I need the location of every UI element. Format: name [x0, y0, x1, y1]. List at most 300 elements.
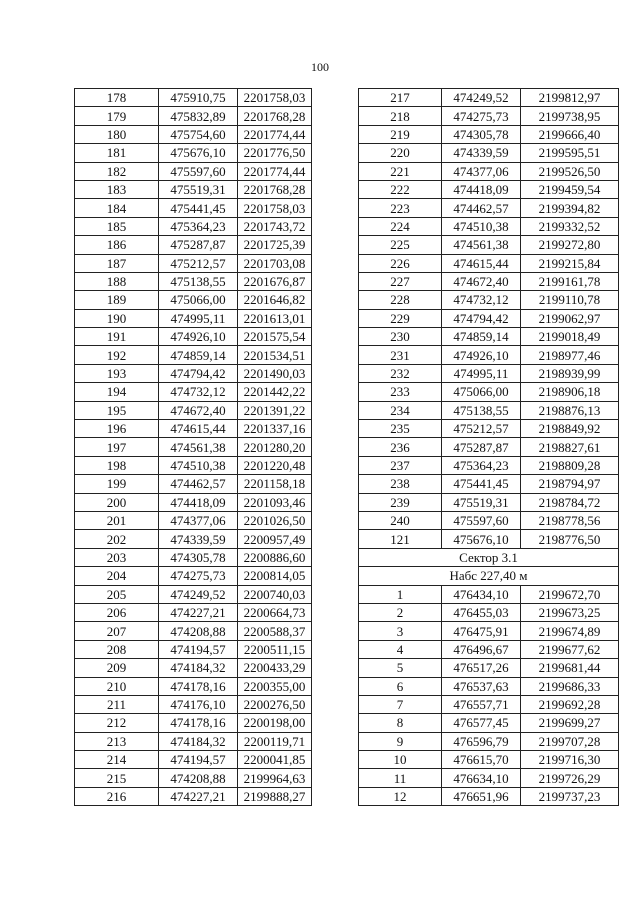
- point-number-cell: 188: [75, 272, 159, 290]
- point-number-cell: 185: [75, 217, 159, 235]
- table-row: [359, 328, 619, 346]
- point-number-cell: 11: [359, 769, 442, 787]
- x-coordinate-cell: 474227,21: [159, 787, 238, 805]
- y-coordinate-cell: 2201725,39: [238, 236, 312, 254]
- sector-subtitle-row: [359, 567, 619, 585]
- table-row: [359, 401, 619, 419]
- y-coordinate-cell: 2199666,40: [521, 125, 619, 143]
- point-number-cell: 198: [75, 456, 159, 474]
- point-number-cell: 202: [75, 530, 159, 548]
- point-number-cell: 197: [75, 438, 159, 456]
- table-row: [75, 346, 312, 364]
- x-coordinate-cell: 474732,12: [159, 383, 238, 401]
- table-row: [75, 659, 312, 677]
- y-coordinate-cell: 2200511,15: [238, 640, 312, 658]
- table-row: [359, 272, 619, 290]
- table-row: [359, 677, 619, 695]
- x-coordinate-cell: 474305,78: [159, 548, 238, 566]
- y-coordinate-cell: 2201774,44: [238, 125, 312, 143]
- y-coordinate-cell: 2201676,87: [238, 272, 312, 290]
- y-coordinate-cell: 2198977,46: [521, 346, 619, 364]
- y-coordinate-cell: 2198784,72: [521, 493, 619, 511]
- table-row: [75, 769, 312, 787]
- table-row: [359, 640, 619, 658]
- point-number-cell: 187: [75, 254, 159, 272]
- x-coordinate-cell: 475066,00: [159, 291, 238, 309]
- point-number-cell: 181: [75, 144, 159, 162]
- sector-subtitle: Набс 227,40 м: [359, 567, 619, 585]
- table-row: [75, 511, 312, 529]
- table-row: [359, 493, 619, 511]
- y-coordinate-cell: 2199595,51: [521, 144, 619, 162]
- table-row: [75, 309, 312, 327]
- x-coordinate-cell: 474561,38: [442, 236, 521, 254]
- point-number-cell: 217: [359, 89, 442, 107]
- x-coordinate-cell: 475519,31: [442, 493, 521, 511]
- y-coordinate-cell: 2199161,78: [521, 272, 619, 290]
- y-coordinate-cell: 2199812,97: [521, 89, 619, 107]
- table-row: [75, 180, 312, 198]
- point-number-cell: 214: [75, 751, 159, 769]
- y-coordinate-cell: 2199677,62: [521, 640, 619, 658]
- x-coordinate-cell: 474510,38: [442, 217, 521, 235]
- y-coordinate-cell: 2201534,51: [238, 346, 312, 364]
- table-row: [75, 695, 312, 713]
- point-number-cell: 184: [75, 199, 159, 217]
- point-number-cell: 237: [359, 456, 442, 474]
- y-coordinate-cell: 2200814,05: [238, 567, 312, 585]
- y-coordinate-cell: 2198778,56: [521, 511, 619, 529]
- point-number-cell: 238: [359, 475, 442, 493]
- x-coordinate-cell: 474995,11: [442, 364, 521, 382]
- x-coordinate-cell: 474249,52: [442, 89, 521, 107]
- table-row: [359, 125, 619, 143]
- table-row: [75, 640, 312, 658]
- y-coordinate-cell: 2199394,82: [521, 199, 619, 217]
- y-coordinate-cell: 2200588,37: [238, 622, 312, 640]
- point-number-cell: 212: [75, 714, 159, 732]
- point-number-cell: 10: [359, 751, 442, 769]
- table-row: [75, 89, 312, 107]
- y-coordinate-cell: 2201220,48: [238, 456, 312, 474]
- point-number-cell: 208: [75, 640, 159, 658]
- x-coordinate-cell: 475754,60: [159, 125, 238, 143]
- x-coordinate-cell: 474178,16: [159, 677, 238, 695]
- x-coordinate-cell: 475676,10: [442, 530, 521, 548]
- point-number-cell: 121: [359, 530, 442, 548]
- point-number-cell: 7: [359, 695, 442, 713]
- x-coordinate-cell: 476475,91: [442, 622, 521, 640]
- table-row: [75, 787, 312, 805]
- table-row: [359, 420, 619, 438]
- point-number-cell: 8: [359, 714, 442, 732]
- table-row: [359, 309, 619, 327]
- point-number-cell: 219: [359, 125, 442, 143]
- y-coordinate-cell: 2199888,27: [238, 787, 312, 805]
- point-number-cell: 194: [75, 383, 159, 401]
- x-coordinate-cell: 475519,31: [159, 180, 238, 198]
- x-coordinate-cell: 475212,57: [442, 420, 521, 438]
- y-coordinate-cell: 2200433,29: [238, 659, 312, 677]
- x-coordinate-cell: 474418,09: [159, 493, 238, 511]
- x-coordinate-cell: 474926,10: [442, 346, 521, 364]
- point-number-cell: 220: [359, 144, 442, 162]
- point-number-cell: 231: [359, 346, 442, 364]
- x-coordinate-cell: 474462,57: [442, 199, 521, 217]
- y-coordinate-cell: 2200119,71: [238, 732, 312, 750]
- y-coordinate-cell: 2201646,82: [238, 291, 312, 309]
- table-row: [359, 438, 619, 456]
- point-number-cell: 215: [75, 769, 159, 787]
- point-number-cell: 232: [359, 364, 442, 382]
- x-coordinate-cell: 474208,88: [159, 769, 238, 787]
- y-coordinate-cell: 2201743,72: [238, 217, 312, 235]
- point-number-cell: 211: [75, 695, 159, 713]
- table-row: [75, 420, 312, 438]
- x-coordinate-cell: 475832,89: [159, 107, 238, 125]
- x-coordinate-cell: 475364,23: [442, 456, 521, 474]
- table-row: [75, 217, 312, 235]
- y-coordinate-cell: 2199686,33: [521, 677, 619, 695]
- y-coordinate-cell: 2198876,13: [521, 401, 619, 419]
- table-row: [359, 144, 619, 162]
- point-number-cell: 6: [359, 677, 442, 695]
- table-row: [359, 475, 619, 493]
- y-coordinate-cell: 2199716,30: [521, 751, 619, 769]
- y-coordinate-cell: 2199018,49: [521, 328, 619, 346]
- x-coordinate-cell: 474794,42: [442, 309, 521, 327]
- x-coordinate-cell: 474561,38: [159, 438, 238, 456]
- point-number-cell: 236: [359, 438, 442, 456]
- x-coordinate-cell: 476577,45: [442, 714, 521, 732]
- x-coordinate-cell: 474305,78: [442, 125, 521, 143]
- x-coordinate-cell: 474859,14: [442, 328, 521, 346]
- table-row: [75, 272, 312, 290]
- point-number-cell: 5: [359, 659, 442, 677]
- y-coordinate-cell: 2198939,99: [521, 364, 619, 382]
- y-coordinate-cell: 2200198,00: [238, 714, 312, 732]
- x-coordinate-cell: 474178,16: [159, 714, 238, 732]
- x-coordinate-cell: 474176,10: [159, 695, 238, 713]
- x-coordinate-cell: 474339,59: [442, 144, 521, 162]
- point-number-cell: 4: [359, 640, 442, 658]
- y-coordinate-cell: 2199707,28: [521, 732, 619, 750]
- point-number-cell: 1: [359, 585, 442, 603]
- y-coordinate-cell: 2201613,01: [238, 309, 312, 327]
- table-row: [75, 328, 312, 346]
- table-row: [359, 162, 619, 180]
- y-coordinate-cell: 2199737,23: [521, 787, 619, 805]
- point-number-cell: 200: [75, 493, 159, 511]
- x-coordinate-cell: 475597,60: [442, 511, 521, 529]
- x-coordinate-cell: 474615,44: [159, 420, 238, 438]
- y-coordinate-cell: 2198906,18: [521, 383, 619, 401]
- table-row: [359, 769, 619, 787]
- x-coordinate-cell: 474227,21: [159, 603, 238, 621]
- point-number-cell: 205: [75, 585, 159, 603]
- table-row: [75, 493, 312, 511]
- x-coordinate-cell: 474275,73: [442, 107, 521, 125]
- y-coordinate-cell: 2201337,16: [238, 420, 312, 438]
- y-coordinate-cell: 2200664,73: [238, 603, 312, 621]
- point-number-cell: 239: [359, 493, 442, 511]
- x-coordinate-cell: 476634,10: [442, 769, 521, 787]
- x-coordinate-cell: 475910,75: [159, 89, 238, 107]
- point-number-cell: 229: [359, 309, 442, 327]
- table-row: [359, 659, 619, 677]
- x-coordinate-cell: 474377,06: [159, 511, 238, 529]
- x-coordinate-cell: 474732,12: [442, 291, 521, 309]
- x-coordinate-cell: 476537,63: [442, 677, 521, 695]
- table-row: [359, 254, 619, 272]
- table-row: [75, 585, 312, 603]
- y-coordinate-cell: 2201490,03: [238, 364, 312, 382]
- y-coordinate-cell: 2199062,97: [521, 309, 619, 327]
- point-number-cell: 228: [359, 291, 442, 309]
- x-coordinate-cell: 476596,79: [442, 732, 521, 750]
- table-row: [75, 199, 312, 217]
- point-number-cell: 213: [75, 732, 159, 750]
- point-number-cell: 191: [75, 328, 159, 346]
- y-coordinate-cell: 2199459,54: [521, 180, 619, 198]
- x-coordinate-cell: 474615,44: [442, 254, 521, 272]
- x-coordinate-cell: 475441,45: [159, 199, 238, 217]
- y-coordinate-cell: 2201703,08: [238, 254, 312, 272]
- y-coordinate-cell: 2200041,85: [238, 751, 312, 769]
- y-coordinate-cell: 2199692,28: [521, 695, 619, 713]
- y-coordinate-cell: 2201776,50: [238, 144, 312, 162]
- table-row: [75, 125, 312, 143]
- y-coordinate-cell: 2201093,46: [238, 493, 312, 511]
- x-coordinate-cell: 474249,52: [159, 585, 238, 603]
- y-coordinate-cell: 2201026,50: [238, 511, 312, 529]
- x-coordinate-cell: 474926,10: [159, 328, 238, 346]
- y-coordinate-cell: 2199526,50: [521, 162, 619, 180]
- y-coordinate-cell: 2199673,25: [521, 603, 619, 621]
- y-coordinate-cell: 2198776,50: [521, 530, 619, 548]
- sector-title: Сектор 3.1: [359, 548, 619, 566]
- y-coordinate-cell: 2199332,52: [521, 217, 619, 235]
- table-row: [359, 180, 619, 198]
- table-row: [359, 456, 619, 474]
- x-coordinate-cell: 476517,26: [442, 659, 521, 677]
- y-coordinate-cell: 2201158,18: [238, 475, 312, 493]
- table-row: [359, 511, 619, 529]
- table-row: [75, 622, 312, 640]
- y-coordinate-cell: 2200355,00: [238, 677, 312, 695]
- point-number-cell: 224: [359, 217, 442, 235]
- point-number-cell: 233: [359, 383, 442, 401]
- point-number-cell: 210: [75, 677, 159, 695]
- point-number-cell: 207: [75, 622, 159, 640]
- table-row: [75, 475, 312, 493]
- x-coordinate-cell: 475212,57: [159, 254, 238, 272]
- point-number-cell: 226: [359, 254, 442, 272]
- table-row: [75, 677, 312, 695]
- point-number-cell: 12: [359, 787, 442, 805]
- x-coordinate-cell: 474194,57: [159, 751, 238, 769]
- table-row: [75, 236, 312, 254]
- point-number-cell: 182: [75, 162, 159, 180]
- point-number-cell: 180: [75, 125, 159, 143]
- y-coordinate-cell: 2199215,84: [521, 254, 619, 272]
- y-coordinate-cell: 2201768,28: [238, 107, 312, 125]
- point-number-cell: 209: [75, 659, 159, 677]
- x-coordinate-cell: 474859,14: [159, 346, 238, 364]
- table-row: [75, 714, 312, 732]
- table-row: [359, 217, 619, 235]
- x-coordinate-cell: 475287,87: [442, 438, 521, 456]
- point-number-cell: 234: [359, 401, 442, 419]
- point-number-cell: 3: [359, 622, 442, 640]
- point-number-cell: 192: [75, 346, 159, 364]
- table-row: [359, 89, 619, 107]
- y-coordinate-cell: 2199699,27: [521, 714, 619, 732]
- table-row: [75, 732, 312, 750]
- x-coordinate-cell: 475441,45: [442, 475, 521, 493]
- point-number-cell: 195: [75, 401, 159, 419]
- x-coordinate-cell: 474377,06: [442, 162, 521, 180]
- point-number-cell: 186: [75, 236, 159, 254]
- point-number-cell: 221: [359, 162, 442, 180]
- point-number-cell: 179: [75, 107, 159, 125]
- x-coordinate-cell: 476455,03: [442, 603, 521, 621]
- x-coordinate-cell: 474184,32: [159, 659, 238, 677]
- y-coordinate-cell: 2201442,22: [238, 383, 312, 401]
- y-coordinate-cell: 2200886,60: [238, 548, 312, 566]
- table-row: [359, 622, 619, 640]
- table-row: [75, 254, 312, 272]
- y-coordinate-cell: 2199674,89: [521, 622, 619, 640]
- table-row: [359, 383, 619, 401]
- x-coordinate-cell: 476434,10: [442, 585, 521, 603]
- point-number-cell: 225: [359, 236, 442, 254]
- x-coordinate-cell: 476615,70: [442, 751, 521, 769]
- y-coordinate-cell: 2201280,20: [238, 438, 312, 456]
- x-coordinate-cell: 475138,55: [159, 272, 238, 290]
- y-coordinate-cell: 2199964,63: [238, 769, 312, 787]
- x-coordinate-cell: 476651,96: [442, 787, 521, 805]
- x-coordinate-cell: 474275,73: [159, 567, 238, 585]
- y-coordinate-cell: 2198827,61: [521, 438, 619, 456]
- point-number-cell: 222: [359, 180, 442, 198]
- coordinates-table-left: [74, 88, 312, 806]
- table-row: [359, 530, 619, 548]
- table-row: [359, 346, 619, 364]
- y-coordinate-cell: 2198794,97: [521, 475, 619, 493]
- table-row: [359, 585, 619, 603]
- point-number-cell: 230: [359, 328, 442, 346]
- point-number-cell: 178: [75, 89, 159, 107]
- point-number-cell: 201: [75, 511, 159, 529]
- table-row: [75, 548, 312, 566]
- table-row: [75, 603, 312, 621]
- table-row: [359, 787, 619, 805]
- y-coordinate-cell: 2199672,70: [521, 585, 619, 603]
- x-coordinate-cell: 474194,57: [159, 640, 238, 658]
- table-row: [359, 291, 619, 309]
- table-row: [359, 695, 619, 713]
- table-row: [75, 291, 312, 309]
- y-coordinate-cell: 2198849,92: [521, 420, 619, 438]
- y-coordinate-cell: 2199272,80: [521, 236, 619, 254]
- point-number-cell: 227: [359, 272, 442, 290]
- x-coordinate-cell: 475066,00: [442, 383, 521, 401]
- table-row: [359, 199, 619, 217]
- x-coordinate-cell: 474995,11: [159, 309, 238, 327]
- table-row: [75, 456, 312, 474]
- point-number-cell: 189: [75, 291, 159, 309]
- point-number-cell: 218: [359, 107, 442, 125]
- x-coordinate-cell: 474510,38: [159, 456, 238, 474]
- y-coordinate-cell: 2199726,29: [521, 769, 619, 787]
- y-coordinate-cell: 2199110,78: [521, 291, 619, 309]
- table-row: [75, 438, 312, 456]
- sector-title-row: [359, 548, 619, 566]
- x-coordinate-cell: 474184,32: [159, 732, 238, 750]
- page-number: 100: [311, 60, 329, 74]
- point-number-cell: 2: [359, 603, 442, 621]
- x-coordinate-cell: 474339,59: [159, 530, 238, 548]
- y-coordinate-cell: 2199681,44: [521, 659, 619, 677]
- x-coordinate-cell: 475364,23: [159, 217, 238, 235]
- table-row: [359, 107, 619, 125]
- table-row: [75, 401, 312, 419]
- y-coordinate-cell: 2199738,95: [521, 107, 619, 125]
- point-number-cell: 240: [359, 511, 442, 529]
- table-row: [75, 144, 312, 162]
- y-coordinate-cell: 2200276,50: [238, 695, 312, 713]
- table-row: [75, 383, 312, 401]
- table-row: [359, 732, 619, 750]
- table-row: [75, 751, 312, 769]
- table-row: [75, 162, 312, 180]
- point-number-cell: 196: [75, 420, 159, 438]
- y-coordinate-cell: 2200740,03: [238, 585, 312, 603]
- coordinates-table-right: [358, 88, 619, 806]
- y-coordinate-cell: 2198809,28: [521, 456, 619, 474]
- x-coordinate-cell: 474672,40: [159, 401, 238, 419]
- y-coordinate-cell: 2201758,03: [238, 199, 312, 217]
- point-number-cell: 206: [75, 603, 159, 621]
- point-number-cell: 190: [75, 309, 159, 327]
- y-coordinate-cell: 2201758,03: [238, 89, 312, 107]
- y-coordinate-cell: 2201774,44: [238, 162, 312, 180]
- table-row: [75, 567, 312, 585]
- point-number-cell: 193: [75, 364, 159, 382]
- point-number-cell: 9: [359, 732, 442, 750]
- y-coordinate-cell: 2201391,22: [238, 401, 312, 419]
- point-number-cell: 183: [75, 180, 159, 198]
- y-coordinate-cell: 2201768,28: [238, 180, 312, 198]
- table-row: [359, 714, 619, 732]
- x-coordinate-cell: 475676,10: [159, 144, 238, 162]
- x-coordinate-cell: 474794,42: [159, 364, 238, 382]
- point-number-cell: 204: [75, 567, 159, 585]
- y-coordinate-cell: 2201575,54: [238, 328, 312, 346]
- x-coordinate-cell: 475287,87: [159, 236, 238, 254]
- x-coordinate-cell: 474462,57: [159, 475, 238, 493]
- table-row: [359, 236, 619, 254]
- point-number-cell: 235: [359, 420, 442, 438]
- point-number-cell: 223: [359, 199, 442, 217]
- table-row: [75, 530, 312, 548]
- table-row: [359, 751, 619, 769]
- x-coordinate-cell: 476496,67: [442, 640, 521, 658]
- point-number-cell: 216: [75, 787, 159, 805]
- point-number-cell: 203: [75, 548, 159, 566]
- x-coordinate-cell: 474672,40: [442, 272, 521, 290]
